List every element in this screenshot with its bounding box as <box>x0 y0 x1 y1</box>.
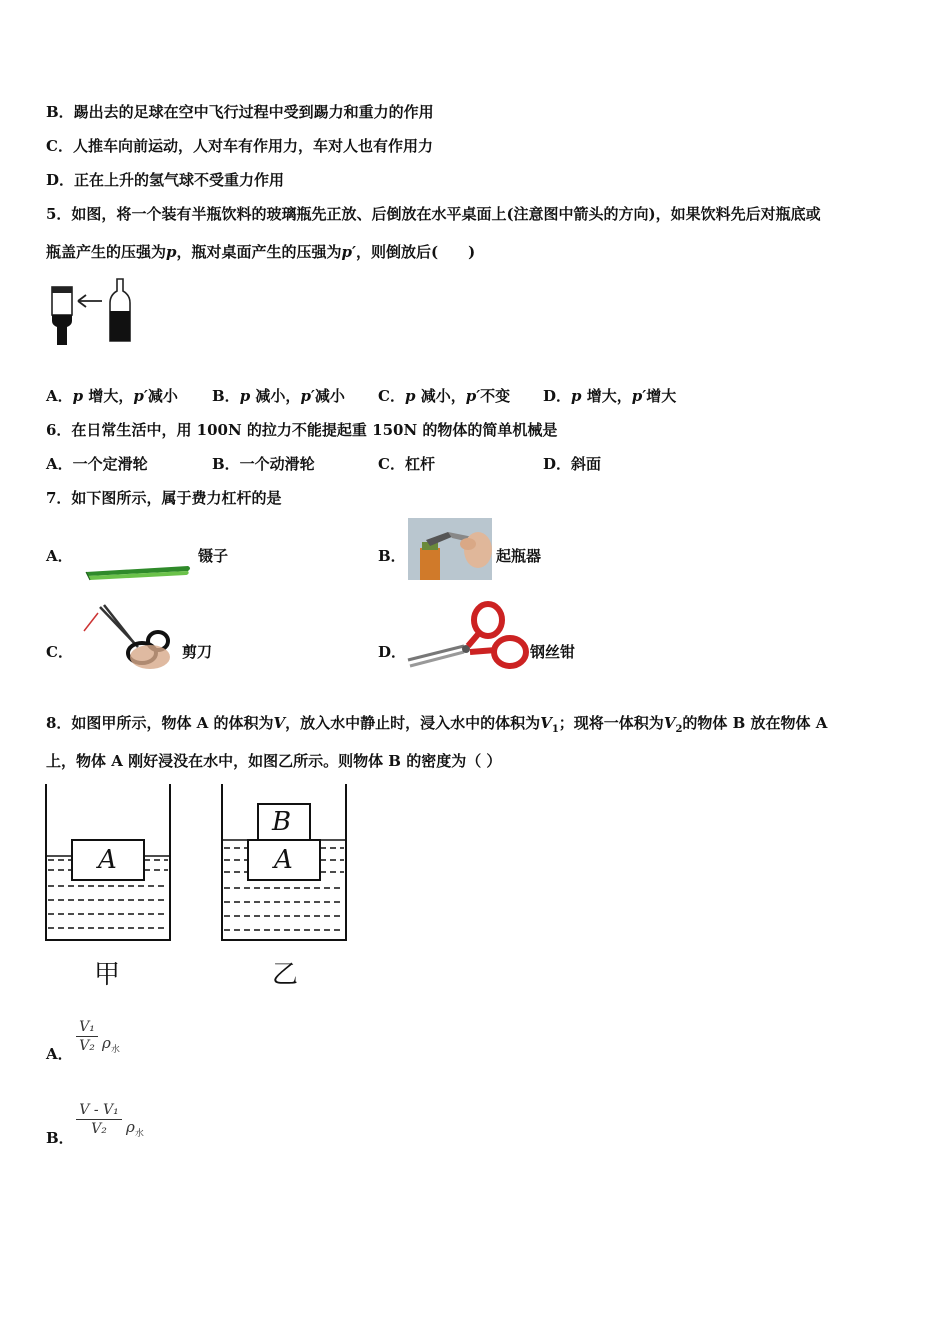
q8-option-a-fraction: V₁ V₂ <box>76 1019 98 1054</box>
q5-option-d: D．p 增大，p′增大 <box>543 387 677 405</box>
q8-option-b-prefix: B． <box>46 1129 74 1147</box>
q8-option-a-prefix: A． <box>46 1045 73 1063</box>
q5-question-line1: 5．如图，将一个装有半瓶饮料的玻璃瓶先正放、后倒放在水平桌面上(注意图中箭头的方向)，如果饮料先后对瓶底或 <box>46 205 821 223</box>
bottle-opener-icon <box>408 518 492 580</box>
q8-option-a-rho: $\rho_水$ <box>102 1034 120 1055</box>
q4-option-b: B．踢出去的足球在空中飞行过程中受到踢力和重力的作用 <box>46 103 434 121</box>
q6-question: 6．在日常生活中，用 100N 的拉力不能提起重 150N 的物体的简单机械是 <box>46 421 558 439</box>
q7-option-c-label: 剪刀 <box>182 643 213 661</box>
q7-option-d-label: 钢丝钳 <box>530 643 576 661</box>
q5-option-c: C．p 减小，p′不变 <box>378 387 511 405</box>
q7-question: 7．如下图所示，属于费力杠杆的是 <box>46 489 282 507</box>
q7-option-a-prefix: A． <box>46 547 73 565</box>
q6-option-b: B．一个动滑轮 <box>212 455 315 473</box>
q8-block-b: B <box>272 807 292 837</box>
q8-question-line1: 8．如图甲所示，物体 A 的体积为V，放入水中静止时，浸入水中的体积为$V_1$；现将一体积为$V_2$的物体 B 放在物体 A <box>46 714 828 735</box>
q8-option-b-fraction: V - V₁ V₂ <box>76 1102 122 1137</box>
q6-option-a: A．一个定滑轮 <box>46 455 148 473</box>
pliers-icon <box>406 600 530 672</box>
q7-option-d-prefix: D． <box>378 643 407 661</box>
q8-block-a-jia: A <box>98 845 117 875</box>
q7-option-a-label: 镊子 <box>198 547 229 565</box>
q8-question-line2: 上，物体 A 刚好浸没在水中，如图乙所示。则物体 B 的密度为（ ） <box>46 752 502 770</box>
upright-bottle-icon <box>110 279 130 341</box>
q8-option-b-rho: $\rho_水$ <box>126 1118 144 1139</box>
q6-option-d: D．斜面 <box>543 455 602 473</box>
scissors-icon <box>80 603 180 671</box>
q6-option-c: C．杠杆 <box>378 455 435 473</box>
q8-figure-jia-label: 甲 <box>94 960 121 990</box>
q8-block-a-yi: A <box>274 845 293 875</box>
q7-option-c-prefix: C． <box>46 643 73 661</box>
q4-option-c: C．人推车向前运动，人对车有作用力，车对人也有作用力 <box>46 137 433 155</box>
q5-option-a: A．p 增大，p′减小 <box>46 387 178 405</box>
q7-option-b-label: 起瓶器 <box>496 547 542 565</box>
q5-bottle-figure <box>44 277 136 349</box>
q7-option-b-prefix: B． <box>378 547 406 565</box>
q5-option-b: B．p 减小，p′减小 <box>212 387 345 405</box>
inverted-bottle-icon <box>52 287 72 345</box>
arrow-left-icon <box>78 295 102 307</box>
q5-question-line2: 瓶盖产生的压强为p，瓶对桌面产生的压强为p′，则倒放后( ) <box>46 243 476 261</box>
tweezers-icon <box>84 560 192 582</box>
q4-option-d: D．正在上升的氢气球不受重力作用 <box>46 171 285 189</box>
q8-figure-yi-label: 乙 <box>272 960 299 990</box>
